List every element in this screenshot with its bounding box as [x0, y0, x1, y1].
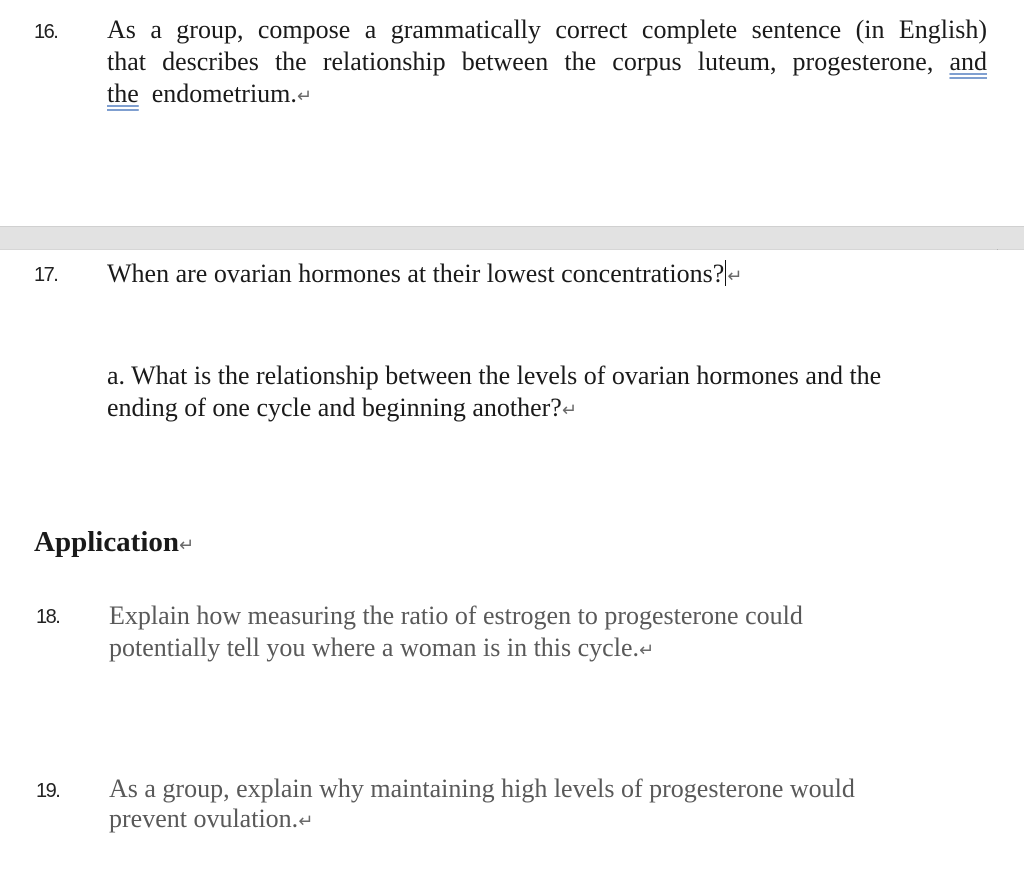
page-break-gap [0, 226, 1024, 250]
q16-line2 [107, 46, 987, 78]
paragraph-mark-icon: ↵ [638, 640, 655, 661]
q17a-line2 [107, 392, 881, 427]
question-17-text[interactable] [107, 258, 742, 293]
q19-line1: As a group, explain why maintaining high levels of progesterone would [109, 774, 855, 803]
q18-line2-text: potentially tell you where a woman is in this cycle. [109, 633, 639, 662]
q16-line3-text: endometrium. [151, 79, 297, 108]
question-number-18: 18. [36, 606, 60, 628]
document-page-2[interactable] [0, 250, 1024, 870]
question-19-text[interactable] [109, 774, 855, 837]
question-number-17: 17. [34, 264, 58, 286]
paragraph-mark-icon: ↵ [727, 266, 743, 287]
paragraph-mark-icon: ↵ [561, 400, 577, 421]
paragraph-mark-icon: ↵ [179, 535, 195, 556]
question-17a-text[interactable] [107, 360, 881, 427]
heading-text: Application [34, 526, 180, 558]
q19-line2 [109, 804, 855, 837]
grammar-flag-and[interactable]: and [949, 47, 988, 76]
q16-line2-text: that describes the relationship between the corpus luteum, progesterone, [107, 47, 934, 76]
q16-line3 [107, 78, 987, 113]
paragraph-mark-icon: ↵ [296, 86, 312, 107]
question-number-19: 19. [36, 780, 60, 802]
q17-text: When are ovarian hormones at their lowest concentrations? [107, 259, 725, 288]
q18-line2 [109, 632, 803, 667]
q17a-line1: a. What is the relationship between the levels of ovarian hormones and the [107, 361, 882, 390]
q18-line1: Explain how measuring the ratio of estrogen to progesterone could [109, 601, 803, 630]
q19-line2-text: prevent ovulation. [109, 804, 299, 833]
document-page-1[interactable] [0, 0, 1024, 226]
q17a-line2-text: ending of one cycle and beginning another? [107, 393, 562, 422]
question-number-16: 16. [34, 21, 58, 43]
section-heading-application[interactable] [34, 528, 194, 557]
paragraph-mark-icon: ↵ [298, 811, 314, 832]
question-18-text[interactable] [109, 600, 803, 667]
grammar-flag-the[interactable]: the [107, 79, 139, 108]
q16-line1: As a group, compose a grammatically correct complete sentence (in English) [107, 15, 987, 44]
question-16-text[interactable] [107, 14, 987, 113]
